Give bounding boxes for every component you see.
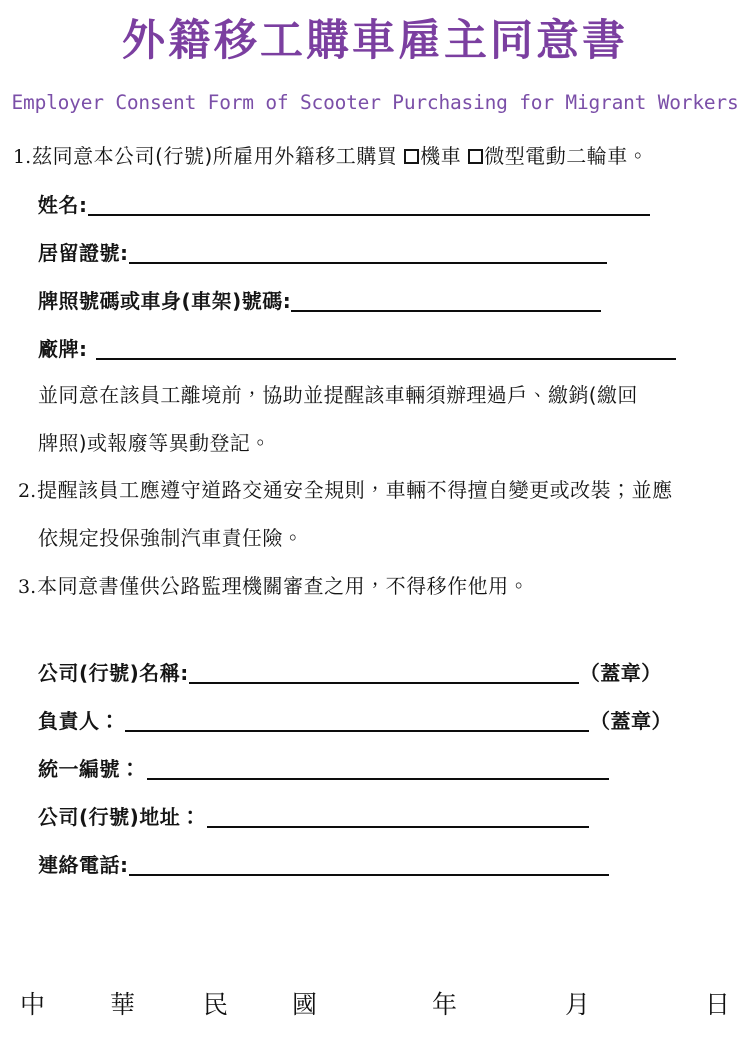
field-company-name-label: 公司(行號)名稱: [38, 661, 189, 685]
field-contact-phone [38, 854, 609, 876]
field-contact-phone-label: 連絡電話: [38, 853, 129, 877]
field-contact-phone-input[interactable] [129, 856, 609, 876]
field-unified-business-number-input[interactable] [147, 760, 609, 780]
field-residence-permit-number [38, 242, 607, 264]
field-residence-permit-number-input[interactable] [129, 244, 607, 264]
checkbox-motorcycle-label: 機車 [420, 144, 462, 168]
page-subtitle-english: Employer Consent Form of Scooter Purchasing for Migrant Workers [11, 91, 739, 114]
clause-2 [18, 480, 673, 501]
field-company-name-seal-note: （蓋章） [579, 661, 662, 685]
clause-2-number: 2. [18, 480, 37, 502]
clause-3-text: 本同意書僅供公路監理機關審查之用，不得移作他用。 [37, 574, 530, 598]
page-title: 外籍移工購車雇主同意書 [122, 16, 628, 66]
field-plate-or-vin-number [38, 290, 601, 312]
clause-3 [18, 576, 529, 597]
clause-3-number: 3. [18, 576, 37, 598]
field-company-address-label: 公司(行號)地址： [38, 805, 201, 829]
date-char-month: 月 [565, 990, 591, 1019]
clause-2-text-line-2: 依規定投保強制汽車責任險。 [38, 526, 304, 550]
field-worker-name-label: 姓名: [38, 193, 88, 217]
field-unified-business-number-label: 統一編號： [38, 757, 141, 781]
field-residence-permit-number-label: 居留證號: [38, 241, 129, 265]
clause-1-number: 1. [13, 146, 32, 168]
checkbox-micro-electric-two-wheeler[interactable] [468, 149, 483, 164]
date-char-year: 年 [432, 990, 458, 1019]
clause-1-paragraph-line-1: 並同意在該員工離境前，協助並提醒該車輛須辦理過戶、繳銷(繳回 [38, 383, 638, 407]
field-responsible-person-label: 負責人： [38, 709, 120, 733]
field-worker-name-input[interactable] [88, 196, 650, 216]
date-char-zhong: 中 [20, 990, 46, 1019]
field-worker-name [38, 194, 650, 216]
field-plate-or-vin-number-input[interactable] [291, 292, 601, 312]
field-brand-input[interactable] [96, 340, 676, 360]
field-unified-business-number [38, 758, 609, 780]
clause-1-paragraph-line-2: 牌照)或報廢等異動登記。 [38, 431, 271, 455]
checkbox-motorcycle[interactable] [404, 149, 419, 164]
field-responsible-person-seal-note: （蓋章） [590, 709, 672, 733]
date-char-day: 日 [705, 990, 731, 1019]
field-plate-or-vin-number-label: 牌照號碼或車身(車架)號碼: [38, 289, 292, 313]
clause-1-text: 茲同意本公司(行號)所雇用外籍移工購買 [32, 144, 398, 168]
field-responsible-person-input[interactable] [125, 712, 589, 732]
clause-1 [13, 146, 648, 167]
date-char-min: 民 [203, 990, 229, 1019]
field-company-address [38, 806, 589, 828]
field-brand-label: 廠牌: [38, 337, 88, 361]
date-char-guo: 國 [292, 990, 318, 1019]
field-company-name [38, 662, 662, 684]
field-brand [38, 338, 676, 360]
clause-2-text-line-1: 提醒該員工應遵守道路交通安全規則，車輛不得擅自變更或改裝；並應 [37, 478, 673, 502]
field-company-name-input[interactable] [189, 664, 579, 684]
field-responsible-person [38, 710, 672, 732]
clause-1-period: 。 [627, 144, 649, 168]
date-char-hua: 華 [110, 990, 136, 1019]
checkbox-micro-electric-two-wheeler-label: 微型電動二輪車 [484, 144, 628, 168]
field-company-address-input[interactable] [207, 808, 589, 828]
date-line [0, 990, 750, 1030]
